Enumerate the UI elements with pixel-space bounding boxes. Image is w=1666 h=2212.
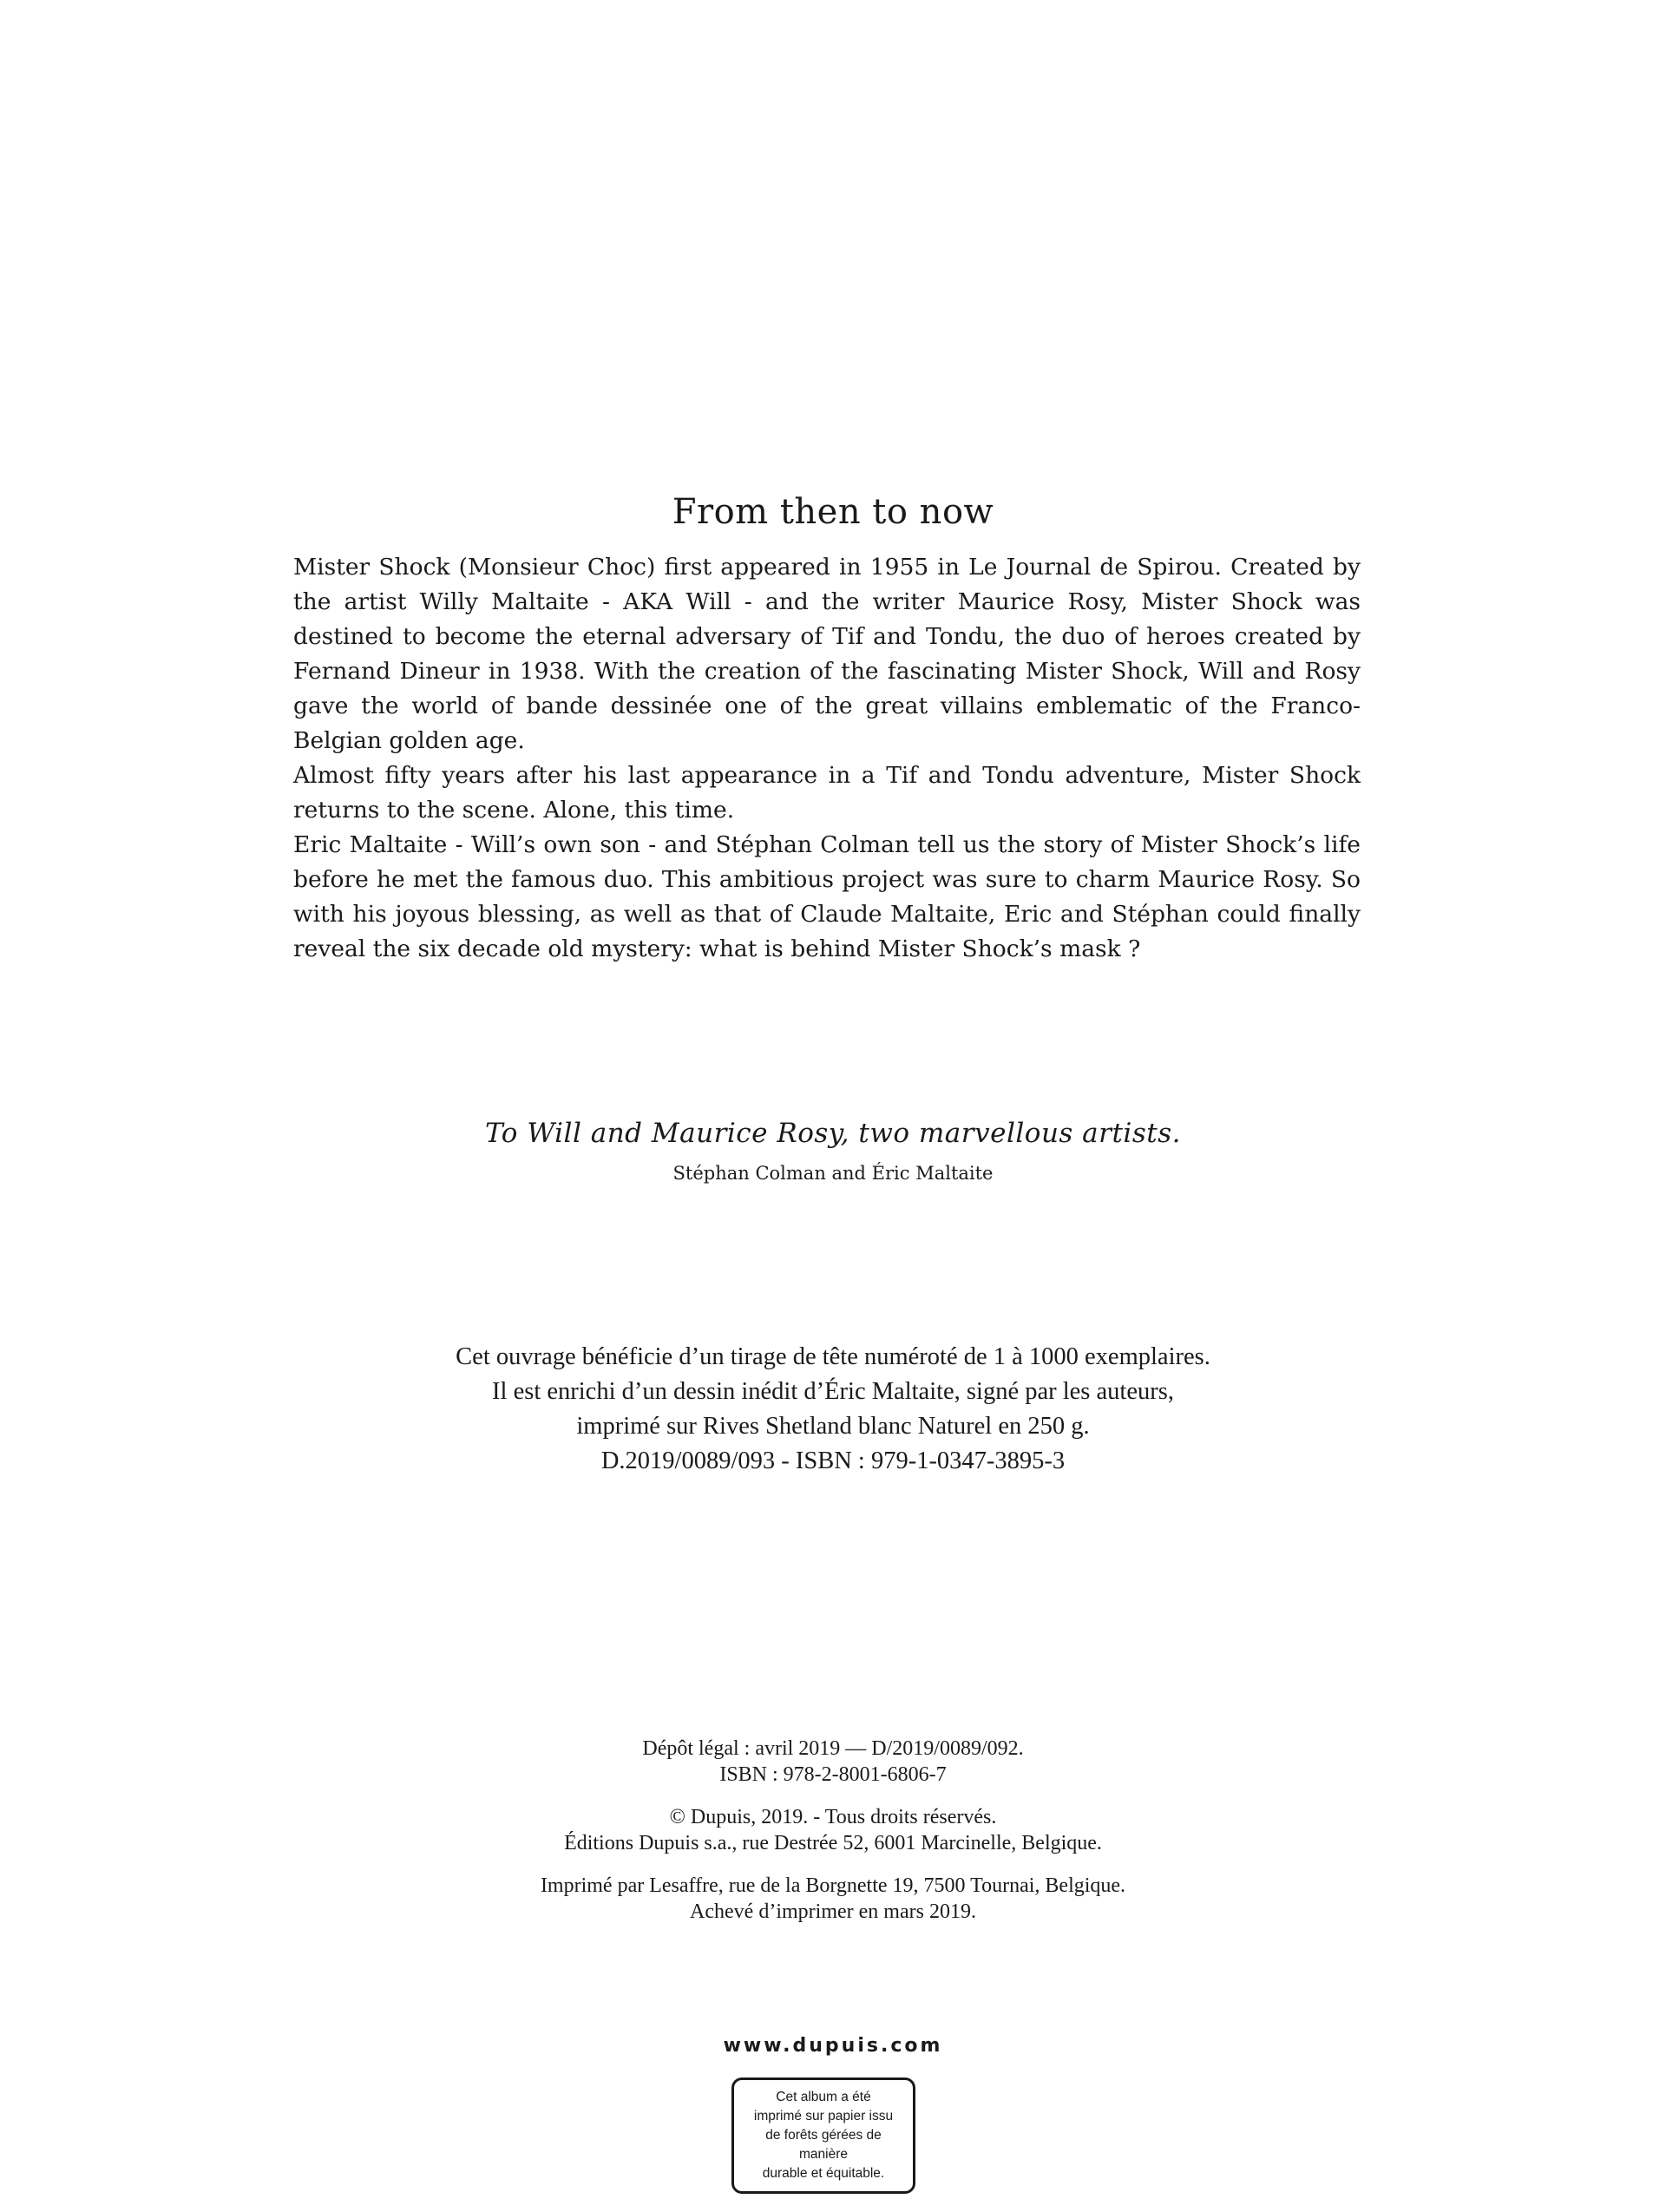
intro-text bbox=[293, 550, 1361, 967]
printer-block bbox=[0, 1873, 1666, 1925]
page-title: From then to now bbox=[672, 491, 994, 532]
legal-deposit: Dépôt légal : avril 2019 — D/2019/0089/092. bbox=[642, 1737, 1024, 1760]
dedication: To Will and Maurice Rosy, two marvellous artists. bbox=[485, 1118, 1181, 1149]
eco-notice-text bbox=[754, 2088, 893, 2183]
edition-line-3: imprimé sur Rives Shetland blanc Naturel en 250 g. bbox=[576, 1413, 1090, 1440]
special-edition-notice bbox=[0, 1340, 1666, 1479]
eco-line-5: durable et équitable. bbox=[762, 2166, 885, 2181]
intro-paragraph-1: Mister Shock (Monsieur Choc) first appeared in 1955 in Le Journal de Spirou. Created by the artist Willy Maltaite - AKA Will - and the writer Maurice Rosy, Mister Shock was destined to become the eternal adversary of Tif and Tondu, the duo of heroes created by Fernand Dineur in 1938. With the creation of the fascinating Mister Shock, Will and Rosy gave the world of bande dessinée one of the great villains emblematic of the Franco-Belgian golden age. bbox=[293, 554, 1361, 754]
isbn: ISBN : 978-2-8001-6806-7 bbox=[719, 1763, 947, 1786]
website-link[interactable]: www.dupuis.com bbox=[723, 2035, 943, 2057]
printed-date: Achevé d’imprimer en mars 2019. bbox=[690, 1900, 976, 1923]
publisher-address: Éditions Dupuis s.a., rue Destrée 52, 6001 Marcinelle, Belgique. bbox=[564, 1832, 1102, 1854]
dedication-authors: Stéphan Colman and Éric Maltaite bbox=[672, 1163, 994, 1184]
eco-notice-badge bbox=[731, 2077, 915, 2194]
legal-deposit-block bbox=[0, 1736, 1666, 1788]
intro-paragraph-3: Eric Maltaite - Will’s own son - and Stéphan Colman tell us the story of Mister Shock’s life before he met the famous duo. This ambitious project was sure to charm Maurice Rosy. So with his joyous blessing, as well as that of Claude Maltaite, Eric and Stéphan could finally reveal the six decade old mystery: what is behind Mister Shock’s mask ? bbox=[293, 831, 1361, 962]
eco-line-3: de forêts gérées de bbox=[765, 2128, 882, 2143]
edition-line-2: Il est enrichi d’un dessin inédit d’Éric Maltaite, signé par les auteurs, bbox=[492, 1378, 1174, 1405]
printer-address: Imprimé par Lesaffre, rue de la Borgnette 19, 7500 Tournai, Belgique. bbox=[540, 1874, 1126, 1897]
intro-paragraph-2: Almost fifty years after his last appearance in a Tif and Tondu adventure, Mister Shock returns to the scene. Alone, this time. bbox=[293, 762, 1361, 824]
legal-info bbox=[0, 1736, 1666, 1941]
eco-line-4: manière bbox=[799, 2147, 848, 2162]
copyright-block bbox=[0, 1804, 1666, 1856]
edition-line-1: Cet ouvrage bénéficie d’un tirage de tête numéroté de 1 à 1000 exemplaires. bbox=[456, 1343, 1210, 1370]
eco-line-1: Cet album a été bbox=[776, 2090, 871, 2104]
edition-isbn-line: D.2019/0089/093 - ISBN : 979-1-0347-3895-3 bbox=[600, 1447, 1066, 1474]
eco-line-2: imprimé sur papier issu bbox=[753, 2109, 894, 2123]
copyright: © Dupuis, 2019. - Tous droits réservés. bbox=[669, 1806, 997, 1828]
